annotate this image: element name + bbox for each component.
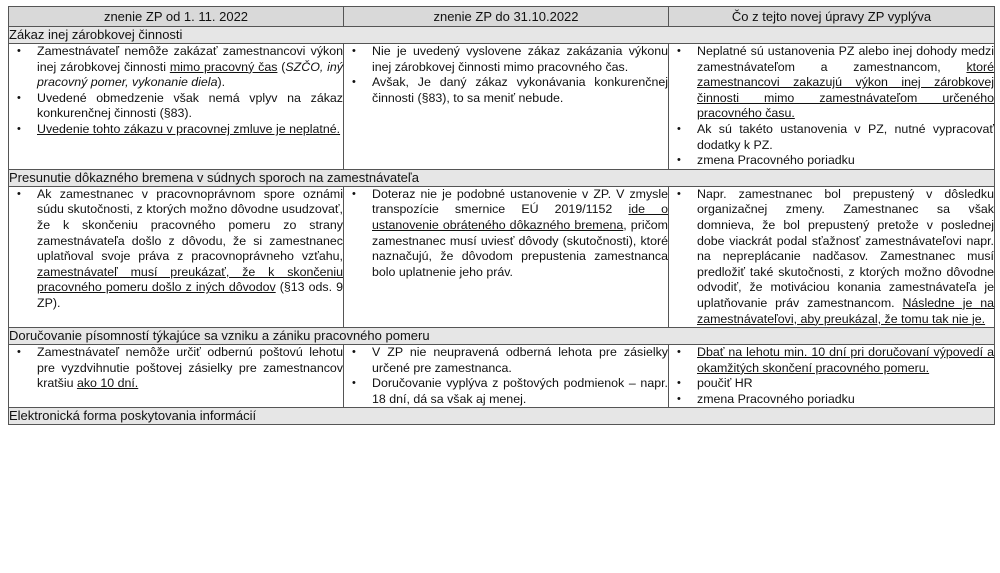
bullet-item: • Ak zamestnanec v pracovnoprávnom spore oznámi súdu skutočnosti, z ktorých možno dôvodne usudzovať, že k skončeniu pracovného pomeru zo strany zamestnávateľa došlo z dôvodu, že si zamestnanec uplatňoval svoje práva z pracovnoprávneho vzťahu, zamestnávateľ musí preukázať, že k skončeniu pracovného pomeru došlo z iných dôvodov (§13 ods. 9 ZP). xyxy=(9,187,343,312)
bullet-item: • Zamestnávateľ nemôže zakázať zamestnancovi výkon inej zárobkovej činnosti mimo pracovný čas (SZČO, iný pracovný pomer, vykonanie diela). xyxy=(9,44,343,91)
bullet-item: • Zamestnávateľ nemôže určiť odbernú poštovú lehotu pre vyzdvihnutie poštovej zásielky pre zamestnancov kratšiu ako 10 dní. xyxy=(9,345,343,392)
bullet-item: • Nie je uvedený vyslovene zákaz zakázania výkonu inej zárobkovej činnosti mimo pracovného čas. xyxy=(344,44,668,75)
table-row xyxy=(9,186,995,327)
bullet-item: • Uvedené obmedzenie však nemá vplyv na zákaz konkurenčnej činnosti (§83). xyxy=(9,91,343,122)
cell-new-wording xyxy=(9,345,344,408)
bullet-item: • Ak sú takéto ustanovenia v PZ, nutné vypracovať dodatky k PZ. xyxy=(669,122,994,153)
bullet-item: • Napr. zamestnanec bol prepustený v dôsledku organizačnej zmeny. Zamestnanec sa však domnieva, že bol prepustený pretože v poslednej dobe viackrát podal sťažnosť zamestnávateľovi napr. na nepreplácanie nadčasov. Zamestnanec musí predložiť také skutočnosti, z ktorých možno dôvodne odvodiť, že motiváciou konania zamestnávateľa je uplatňovanie práv zamestnancom. Následne je na zamestnávateľovi, aby preukázal, že tomu tak nie je. xyxy=(669,187,994,327)
section-row xyxy=(9,169,995,186)
section-row xyxy=(9,328,995,345)
table-row xyxy=(9,345,995,408)
bullet-item: • Avšak, Je daný zákaz vykonávania konkurenčnej činnosti (§83), to sa meniť nebude. xyxy=(344,75,668,106)
cell-implications xyxy=(669,186,995,327)
column-header-old-wording: znenie ZP do 31.10.2022 xyxy=(344,7,669,27)
comparison-table xyxy=(8,6,995,425)
bullet-item: • zmena Pracovného poriadku xyxy=(669,392,994,408)
cell-old-wording xyxy=(344,345,669,408)
section-title-burden-of-proof: Presunutie dôkazného bremena v súdnych sporoch na zamestnávateľa xyxy=(9,169,995,186)
cell-implications xyxy=(669,345,995,408)
cell-new-wording xyxy=(9,44,344,170)
bullet-item: • zmena Pracovného poriadku xyxy=(669,153,994,169)
cell-old-wording xyxy=(344,186,669,327)
header-row xyxy=(9,7,995,27)
bullet-item: • Doteraz nie je podobné ustanovenie v ZP. V zmysle transpozície smernice EÚ 2019/1152 ide o ustanovenie obráteného dôkazného bremena, pričom zamestnanec musí uviesť dôvody (skutočnosti), ktoré naznačujú, že dôvodom prepustenia zamestnanca bolo uplatnenie jeho práv. xyxy=(344,187,668,281)
cell-new-wording xyxy=(9,186,344,327)
section-title-document-delivery: Doručovanie písomností týkajúce sa vzniku a zániku pracovného pomeru xyxy=(9,328,995,345)
section-title-electronic-information: Elektronická forma poskytovania informácií xyxy=(9,408,995,425)
bullet-item: • Doručovanie vyplýva z poštových podmienok – napr. 18 dní, dá sa však aj menej. xyxy=(344,376,668,407)
bullet-item: • V ZP nie neupravená odberná lehota pre zásielky určené pre zamestnanca. xyxy=(344,345,668,376)
section-row xyxy=(9,27,995,44)
section-title-other-gainful-activity: Zákaz inej zárobkovej činnosti xyxy=(9,27,995,44)
bullet-item: • Neplatné sú ustanovenia PZ alebo inej dohody medzi zamestnávateľom a zamestnancom, ktoré zamestnancovi zakazujú výkon inej zárobkovej činnosti mimo zamestnávateľom určeného pracovného času. xyxy=(669,44,994,122)
column-header-implications: Čo z tejto novej úpravy ZP vyplýva xyxy=(669,7,995,27)
section-row xyxy=(9,408,995,425)
bullet-item: • Uvedenie tohto zákazu v pracovnej zmluve je neplatné. xyxy=(9,122,343,138)
bullet-item: • poučiť HR xyxy=(669,376,994,392)
column-header-new-wording: znenie ZP od 1. 11. 2022 xyxy=(9,7,344,27)
bullet-item: • Dbať na lehotu min. 10 dní pri doručovaní výpovedí a okamžitých skončení pracovného pomeru. xyxy=(669,345,994,376)
table-row xyxy=(9,44,995,170)
cell-implications xyxy=(669,44,995,170)
cell-old-wording xyxy=(344,44,669,170)
